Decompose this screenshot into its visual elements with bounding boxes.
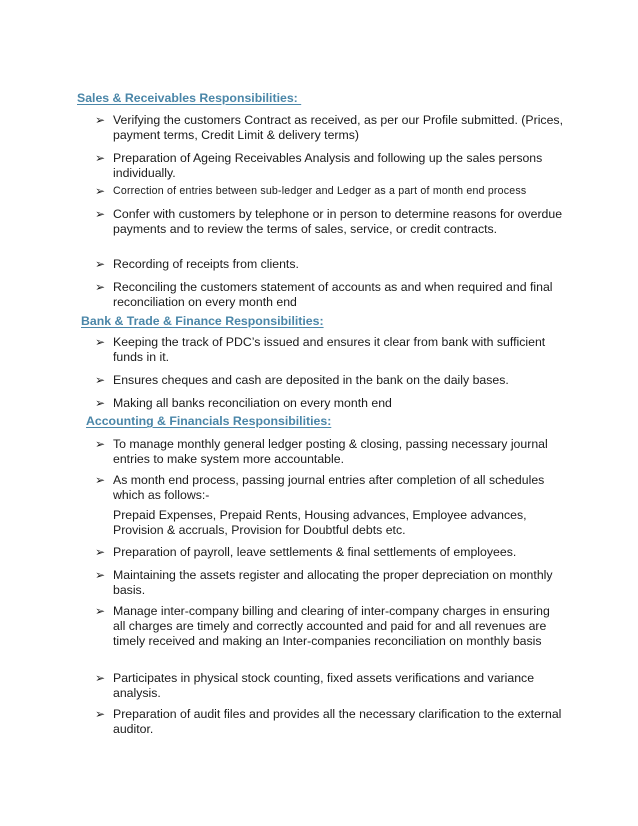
list-item [95, 257, 563, 272]
list-item [95, 437, 563, 467]
arrow-bullet-icon: ➢ [95, 280, 106, 294]
list-item [95, 151, 563, 181]
list-item-subtext: Prepaid Expenses, Prepaid Rents, Housing advances, Employee advances, Provision & accruals, Provision for Doubtful debts etc. [113, 508, 527, 537]
list-item-text: Verifying the customers Contract as received, as per our Profile submitted. (Prices, payment terms, Credit Limit & delivery terms) [113, 113, 563, 142]
list-item [95, 604, 563, 648]
arrow-bullet-icon: ➢ [95, 207, 106, 221]
list-item-text: Participates in physical stock counting, fixed assets verifications and variance analysis. [113, 671, 535, 700]
list-item [95, 207, 563, 237]
list-item [95, 568, 563, 598]
list-item [95, 373, 563, 388]
arrow-bullet-icon: ➢ [95, 707, 106, 721]
list-item-text: Manage inter-company billing and clearing of inter-company charges in ensuring all charges are timely and correctly accounted and paid for and all revenues are timely received and making an Inter-companies reconciliation on monthly basis [113, 604, 550, 648]
list-item [95, 280, 563, 310]
list-item [95, 113, 563, 143]
list-item-text: Keeping the track of PDC’s issued and ensures it clear from bank with sufficient funds in it. [113, 335, 546, 364]
section-heading-accounting-financials: Accounting & Financials Responsibilities: [86, 414, 332, 428]
list-item [95, 473, 563, 503]
list-item-text: Ensures cheques and cash are deposited in the bank on the daily bases. [113, 373, 509, 387]
arrow-bullet-icon: ➢ [95, 184, 106, 198]
list-item [95, 184, 563, 199]
arrow-bullet-icon: ➢ [95, 671, 106, 685]
arrow-bullet-icon: ➢ [95, 396, 106, 410]
arrow-bullet-icon: ➢ [95, 373, 106, 387]
list-item-text: Reconciling the customers statement of accounts as and when required and final reconciliation on every month end [113, 280, 553, 309]
arrow-bullet-icon: ➢ [95, 545, 106, 559]
arrow-bullet-icon: ➢ [95, 151, 106, 165]
arrow-bullet-icon: ➢ [95, 335, 106, 349]
arrow-bullet-icon: ➢ [95, 437, 106, 451]
list-item [95, 671, 563, 701]
list-item-text: Maintaining the assets register and allocating the proper depreciation on monthly basis. [113, 568, 553, 597]
arrow-bullet-icon: ➢ [95, 257, 106, 271]
list-item-text: Recording of receipts from clients. [113, 257, 299, 271]
list-item [95, 396, 563, 411]
list-item [95, 545, 563, 560]
list-item [95, 335, 563, 365]
arrow-bullet-icon: ➢ [95, 568, 106, 582]
list-item-text: Preparation of Ageing Receivables Analysis and following up the sales persons individually. [113, 151, 543, 180]
list-item-text: Preparation of payroll, leave settlements & final settlements of employees. [113, 545, 517, 559]
list-item-text: Preparation of audit files and provides all the necessary clarification to the external auditor. [113, 707, 562, 736]
list-item-text: Making all banks reconciliation on every month end [113, 396, 392, 410]
list-item-text: Confer with customers by telephone or in person to determine reasons for overdue payments and to review the terms of sales, service, or credit contracts. [113, 207, 563, 236]
list-item-text: As month end process, passing journal entries after completion of all schedules which as follows:- [113, 473, 545, 502]
list-item-text: Correction of entries between sub-ledger and Ledger as a part of month end process [113, 185, 527, 197]
arrow-bullet-icon: ➢ [95, 113, 106, 127]
section-heading-bank-trade-finance: Bank & Trade & Finance Responsibilities: [81, 314, 324, 328]
section-heading-sales-receivables: Sales & Receivables Responsibilities: [77, 91, 302, 105]
arrow-bullet-icon: ➢ [95, 473, 106, 487]
arrow-bullet-icon: ➢ [95, 604, 106, 618]
list-item-text: To manage monthly general ledger posting & closing, passing necessary journal entries to make system more accountable. [113, 437, 548, 466]
list-item [95, 707, 563, 737]
